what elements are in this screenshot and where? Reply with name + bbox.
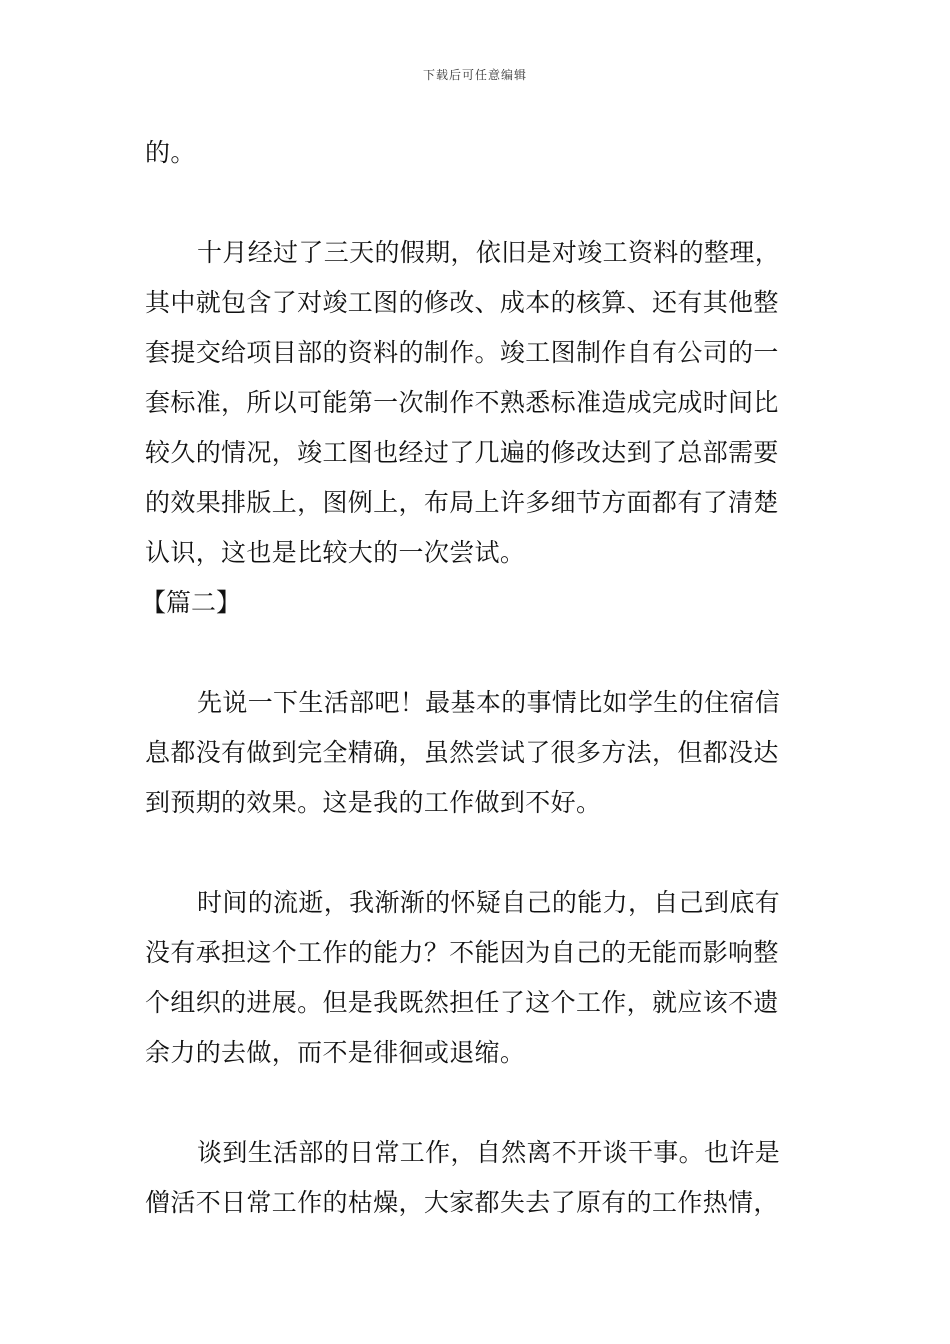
paragraph-line: 套提交给项目部的资料的制作。竣工图制作自有公司的一 (145, 338, 779, 367)
document-body (141, 128, 810, 1228)
paragraph-line: 时间的流逝，我渐渐的怀疑自己的能力，自己到底有 (197, 888, 781, 917)
paragraph-gap (145, 828, 810, 878)
paragraph-line: 个组织的进展。但是我既然担任了这个工作，就应该不遗 (145, 988, 779, 1017)
paragraph-line: 僧活不日常工作的枯燥，大家都失去了原有的工作热情， (145, 1188, 779, 1217)
paragraph-line: 的效果排版上，图例上，布局上许多细节方面都有了清楚 (145, 488, 779, 517)
paragraph-3 (145, 878, 810, 1078)
paragraph-line: 先说一下生活部吧！最基本的事情比如学生的住宿信 (197, 688, 781, 717)
paragraph-line: 较久的情况，竣工图也经过了几遍的修改达到了总部需要 (145, 438, 779, 467)
fragment-line: 的。 (145, 138, 196, 167)
paragraph-line: 十月经过了三天的假期，依旧是对竣工资料的整理， (197, 238, 781, 267)
page-header: 下载后可任意编辑 (422, 68, 527, 82)
paragraph-line: 套标准，所以可能第一次制作不熟悉标准造成完成时间比 (145, 388, 779, 417)
paragraph-line: 息都没有做到完全精确，虽然尝试了很多方法，但都没达 (145, 738, 779, 767)
paragraph-gap (145, 628, 810, 678)
section-title: 【篇二】 (141, 588, 242, 617)
paragraph-line: 没有承担这个工作的能力？不能因为自己的无能而影响整 (145, 938, 779, 967)
paragraph-line: 其中就包含了对竣工图的修改、成本的核算、还有其他整 (145, 288, 779, 317)
paragraph-gap (145, 1078, 810, 1128)
paragraph-gap (145, 178, 810, 228)
paragraph-line: 到预期的效果。这是我的工作做到不好。 (145, 788, 602, 817)
paragraph-2 (145, 678, 810, 828)
paragraph-line: 认识，这也是比较大的一次尝试。 (145, 538, 526, 567)
paragraph-1 (145, 228, 810, 578)
paragraph-line: 谈到生活部的日常工作，自然离不开谈干事。也许是 (197, 1138, 781, 1167)
paragraph-line: 余力的去做，而不是徘徊或退缩。 (145, 1038, 526, 1067)
paragraph-4 (145, 1128, 810, 1228)
